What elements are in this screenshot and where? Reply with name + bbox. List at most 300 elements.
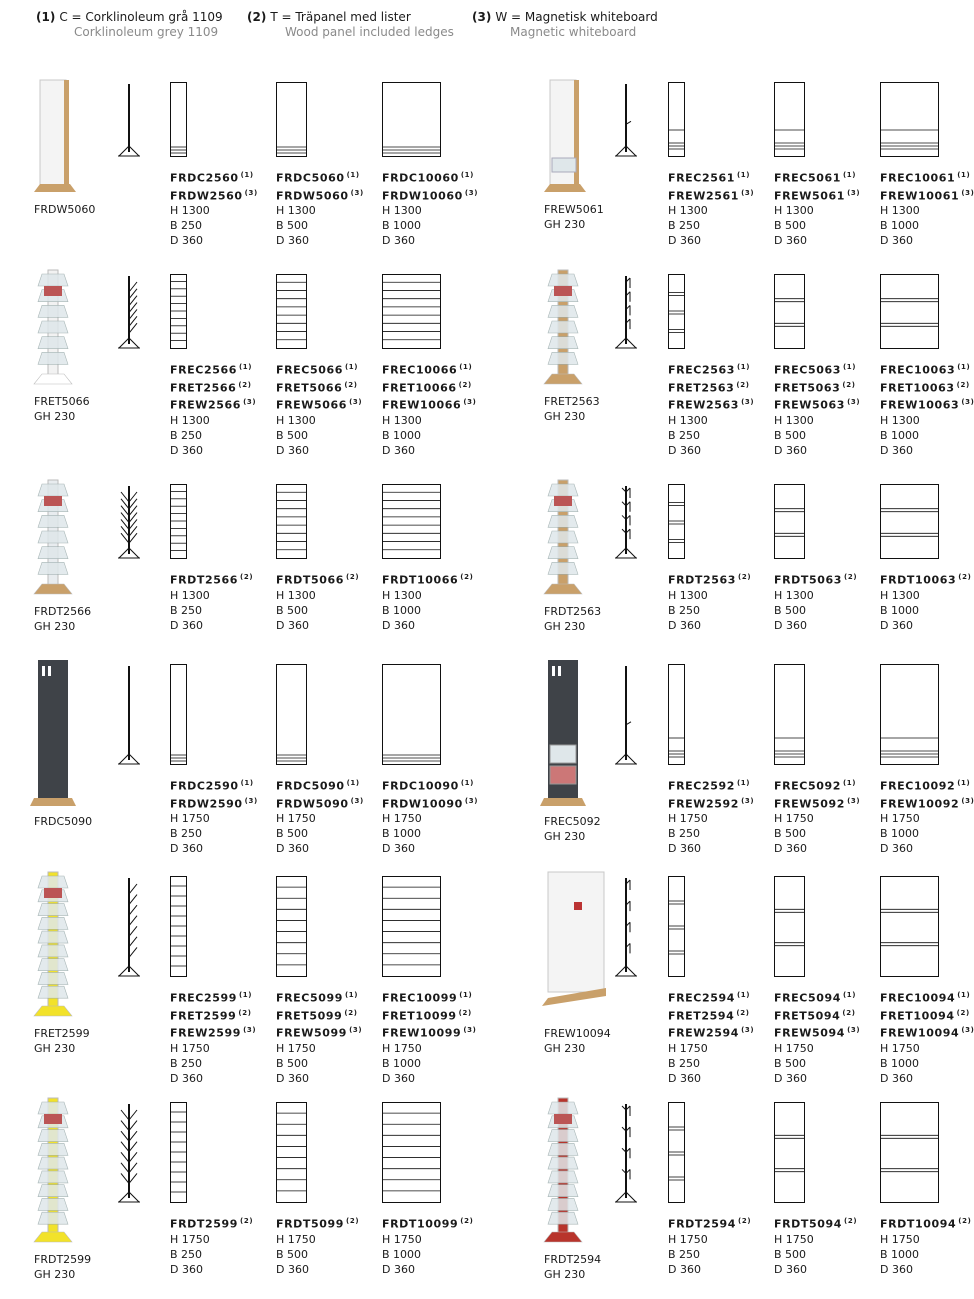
product-photo bbox=[30, 1094, 78, 1244]
article-code-text: FREC10066 bbox=[382, 363, 458, 377]
legend-sv bbox=[472, 10, 658, 24]
product-label bbox=[34, 394, 90, 424]
spec-block bbox=[382, 570, 473, 633]
article-code bbox=[774, 988, 860, 1006]
article-code bbox=[668, 988, 754, 1006]
dimension: H 1300 bbox=[880, 588, 920, 602]
article-code bbox=[668, 794, 754, 812]
article-code-text: FRDT5066 bbox=[276, 573, 345, 587]
article-code bbox=[880, 1023, 974, 1041]
dimension: D 360 bbox=[880, 443, 913, 457]
dimension: B 250 bbox=[668, 219, 701, 233]
product-photo-image bbox=[30, 1094, 78, 1244]
spec-block bbox=[668, 776, 754, 856]
front-elevation-svg bbox=[774, 876, 806, 978]
spec-block bbox=[668, 1214, 751, 1277]
dimension: D 360 bbox=[668, 842, 701, 856]
article-code-text: FRDT10099 bbox=[382, 1217, 459, 1231]
spec-block bbox=[276, 1214, 359, 1277]
spec-block bbox=[170, 168, 258, 248]
product-photo bbox=[540, 1094, 588, 1244]
dimension: D 360 bbox=[880, 1071, 913, 1085]
dimension: B 1000 bbox=[382, 219, 422, 233]
material-footnote: (1) bbox=[240, 779, 254, 787]
front-elevation-svg bbox=[774, 664, 806, 766]
material-footnote: (2) bbox=[736, 1008, 750, 1017]
material-footnote: (3) bbox=[847, 398, 861, 407]
spec-block bbox=[382, 360, 476, 458]
front-elevation-drawing bbox=[774, 1102, 806, 1204]
article-code-text: FREC5066 bbox=[276, 363, 343, 377]
article-code bbox=[382, 1214, 473, 1232]
article-code bbox=[668, 186, 754, 204]
dimension: B 500 bbox=[276, 1247, 309, 1261]
dimension: B 500 bbox=[276, 827, 309, 841]
product-label-line: GH 230 bbox=[544, 1268, 586, 1281]
front-elevation-svg bbox=[382, 664, 442, 766]
article-code bbox=[880, 360, 974, 378]
front-elevation-svg bbox=[668, 484, 686, 560]
product-photo-image bbox=[30, 476, 78, 596]
material-footnote: (2) bbox=[738, 1217, 752, 1225]
spec-block bbox=[382, 1214, 473, 1277]
article-code bbox=[774, 378, 860, 396]
article-code-text: FREC2592 bbox=[668, 779, 735, 793]
article-code bbox=[382, 360, 476, 378]
dimension: D 360 bbox=[774, 842, 807, 856]
front-elevation-drawing bbox=[880, 82, 940, 158]
spec-block bbox=[774, 168, 860, 248]
dimension: H 1300 bbox=[880, 204, 920, 218]
material-footnote: (3) bbox=[244, 796, 258, 805]
dimension: H 1750 bbox=[774, 1041, 814, 1055]
article-code-text: FRDT10094 bbox=[880, 1217, 957, 1231]
material-footnote: (2) bbox=[346, 1217, 360, 1225]
article-code-text: FRET2566 bbox=[170, 381, 237, 395]
material-footnote: (3) bbox=[741, 1026, 755, 1035]
front-elevation-svg bbox=[880, 876, 940, 978]
product-label bbox=[34, 202, 95, 217]
spec-block bbox=[276, 168, 364, 248]
dimension: D 360 bbox=[170, 234, 203, 248]
article-code-text: FREC10094 bbox=[880, 991, 956, 1005]
side-profile-svg bbox=[612, 1100, 642, 1206]
article-code bbox=[774, 395, 860, 413]
dimension: H 1750 bbox=[382, 812, 422, 826]
front-elevation-drawing bbox=[382, 664, 442, 766]
dimension: H 1300 bbox=[668, 413, 708, 427]
material-footnote: (3) bbox=[463, 398, 477, 407]
dimension: D 360 bbox=[382, 618, 415, 632]
article-code-text: FRET5066 bbox=[276, 381, 343, 395]
dimension: H 1750 bbox=[382, 1041, 422, 1055]
product-label bbox=[34, 1026, 90, 1056]
product-label-line: FRDT2563 bbox=[544, 605, 602, 618]
dimension: H 1750 bbox=[668, 1041, 708, 1055]
material-footnote: (3) bbox=[961, 188, 974, 197]
article-code-text: FREW2599 bbox=[170, 1026, 242, 1040]
article-code-text: FRET2599 bbox=[170, 1009, 237, 1023]
dimension: H 1750 bbox=[276, 1041, 316, 1055]
front-elevation-svg bbox=[170, 82, 188, 158]
front-elevation-svg bbox=[382, 876, 442, 978]
product-label-line: FRDT2566 bbox=[34, 605, 92, 618]
article-code-text: FRDT10063 bbox=[880, 573, 957, 587]
article-code bbox=[382, 794, 478, 812]
front-elevation-svg bbox=[170, 664, 188, 766]
front-elevation-svg bbox=[668, 664, 686, 766]
dimension: D 360 bbox=[774, 443, 807, 457]
article-code-text: FREC10092 bbox=[880, 779, 956, 793]
product-label-line: FREC5092 bbox=[544, 815, 601, 828]
product-photo-image bbox=[540, 656, 588, 806]
dimension: D 360 bbox=[668, 618, 701, 632]
article-code bbox=[774, 186, 860, 204]
article-code bbox=[382, 1006, 476, 1024]
front-elevation-drawing bbox=[668, 274, 686, 350]
dimension: H 1750 bbox=[668, 1232, 708, 1246]
dimension: H 1300 bbox=[276, 588, 316, 602]
dimension: B 1000 bbox=[382, 1247, 422, 1261]
spec-block bbox=[774, 988, 860, 1086]
front-elevation-drawing bbox=[774, 876, 806, 978]
article-code-text: FREW5063 bbox=[774, 398, 846, 412]
product-label-line: FRDT2599 bbox=[34, 1253, 92, 1266]
front-elevation-svg bbox=[170, 1102, 188, 1204]
product-photo bbox=[30, 74, 78, 194]
product-label bbox=[34, 604, 91, 634]
product-label-line: GH 230 bbox=[34, 410, 76, 423]
dimension: H 1300 bbox=[774, 413, 814, 427]
front-elevation-drawing bbox=[170, 274, 188, 350]
article-code bbox=[668, 1023, 754, 1041]
side-profile-svg bbox=[115, 80, 145, 160]
material-footnote: (1) bbox=[957, 171, 971, 179]
article-code-text: FRDW5060 bbox=[276, 189, 349, 203]
front-elevation-svg bbox=[668, 82, 686, 158]
article-code bbox=[668, 776, 754, 794]
material-footnote: (2) bbox=[458, 380, 472, 389]
article-code bbox=[382, 776, 478, 794]
article-code-text: FREC2599 bbox=[170, 991, 237, 1005]
dimension: H 1750 bbox=[276, 1232, 316, 1246]
dimension: B 1000 bbox=[880, 1247, 920, 1261]
product-photo bbox=[540, 74, 588, 194]
product-photo bbox=[30, 656, 78, 806]
front-elevation-drawing bbox=[668, 664, 686, 766]
product-photo-image bbox=[30, 868, 78, 1018]
front-elevation-drawing bbox=[276, 664, 308, 766]
article-code bbox=[276, 360, 362, 378]
article-code-text: FRDT2594 bbox=[668, 1217, 737, 1231]
product-photo-image bbox=[540, 476, 588, 596]
front-elevation-svg bbox=[880, 82, 940, 158]
article-code bbox=[880, 168, 974, 186]
product-photo bbox=[540, 266, 588, 386]
legend-sv-text: C = Corklinoleum grå 1109 bbox=[59, 10, 223, 24]
material-footnote: (1) bbox=[460, 171, 474, 179]
front-elevation-drawing bbox=[668, 82, 686, 158]
front-elevation-svg bbox=[170, 876, 188, 978]
legend-sv bbox=[36, 10, 223, 24]
front-elevation-svg bbox=[276, 1102, 308, 1204]
article-code bbox=[880, 186, 974, 204]
dimension: B 250 bbox=[170, 827, 203, 841]
material-footnote: (2) bbox=[458, 1008, 472, 1017]
material-footnote: (2) bbox=[958, 573, 972, 581]
material-footnote: (3) bbox=[464, 796, 478, 805]
article-code bbox=[170, 1006, 256, 1024]
material-footnote: (3) bbox=[350, 796, 364, 805]
dimension: B 1000 bbox=[382, 603, 422, 617]
article-code bbox=[668, 378, 754, 396]
article-code-text: FRET10063 bbox=[880, 381, 955, 395]
front-elevation-drawing bbox=[774, 82, 806, 158]
side-profile-drawing bbox=[612, 874, 642, 980]
dimension: B 500 bbox=[276, 603, 309, 617]
material-footnote: (1) bbox=[957, 363, 971, 371]
dimension: D 360 bbox=[382, 443, 415, 457]
side-profile-svg bbox=[612, 662, 642, 768]
article-code bbox=[382, 395, 476, 413]
front-elevation-svg bbox=[276, 876, 308, 978]
article-code-text: FRET10094 bbox=[880, 1009, 955, 1023]
front-elevation-svg bbox=[774, 82, 806, 158]
dimension: D 360 bbox=[774, 1071, 807, 1085]
dimension: D 360 bbox=[880, 842, 913, 856]
side-profile-svg bbox=[115, 874, 145, 980]
product-label bbox=[544, 814, 601, 844]
article-code-text: FREC2594 bbox=[668, 991, 735, 1005]
article-code-text: FREW5061 bbox=[774, 189, 846, 203]
legend-en: Wood panel included ledges bbox=[285, 25, 454, 39]
material-footnote: (1) bbox=[843, 363, 857, 371]
spec-block bbox=[880, 988, 974, 1086]
spec-block bbox=[668, 570, 751, 633]
dimension: B 500 bbox=[276, 219, 309, 233]
material-footnote: (1) bbox=[843, 991, 857, 999]
article-code-text: FREC2563 bbox=[668, 363, 735, 377]
front-elevation-svg bbox=[880, 664, 940, 766]
article-code-text: FRDT5094 bbox=[774, 1217, 843, 1231]
dimension: B 250 bbox=[170, 1056, 203, 1070]
spec-block bbox=[880, 570, 971, 633]
article-code bbox=[170, 794, 258, 812]
dimension: B 250 bbox=[668, 428, 701, 442]
spec-block bbox=[276, 360, 362, 458]
dimension: H 1750 bbox=[880, 812, 920, 826]
article-code bbox=[170, 1023, 256, 1041]
material-footnote: (1) bbox=[459, 991, 473, 999]
article-code-text: FREC2566 bbox=[170, 363, 237, 377]
material-footnote: (3) bbox=[349, 1026, 363, 1035]
dimension: B 250 bbox=[170, 603, 203, 617]
article-code bbox=[880, 1214, 971, 1232]
article-code bbox=[170, 776, 258, 794]
front-elevation-svg bbox=[668, 1102, 686, 1204]
product-photo-image bbox=[540, 74, 588, 194]
material-footnote: (3) bbox=[349, 398, 363, 407]
side-profile-drawing bbox=[115, 874, 145, 980]
front-elevation-drawing bbox=[774, 484, 806, 560]
article-code bbox=[668, 360, 754, 378]
dimension: H 1300 bbox=[382, 413, 422, 427]
product-label bbox=[34, 1252, 91, 1282]
article-code bbox=[170, 1214, 253, 1232]
article-code-text: FRDT5063 bbox=[774, 573, 843, 587]
dimension: D 360 bbox=[774, 618, 807, 632]
article-code-text: FRET5099 bbox=[276, 1009, 343, 1023]
dimension: D 360 bbox=[276, 842, 309, 856]
material-footnote: (1) bbox=[240, 171, 254, 179]
side-profile-drawing bbox=[115, 272, 145, 352]
spec-block bbox=[668, 988, 754, 1086]
dimension: H 1300 bbox=[880, 413, 920, 427]
article-code-text: FRDT2563 bbox=[668, 573, 737, 587]
product-label-line: FREW10094 bbox=[544, 1027, 611, 1040]
article-code-text: FREW5099 bbox=[276, 1026, 348, 1040]
product-label-line: GH 230 bbox=[544, 410, 586, 423]
side-profile-svg bbox=[612, 874, 642, 980]
side-profile-drawing bbox=[115, 80, 145, 160]
product-photo-image bbox=[540, 1094, 588, 1244]
dimension: D 360 bbox=[170, 618, 203, 632]
material-footnote: (2) bbox=[240, 1217, 254, 1225]
front-elevation-svg bbox=[276, 82, 308, 158]
material-footnote: (1) bbox=[346, 779, 360, 787]
dimension: D 360 bbox=[382, 234, 415, 248]
side-profile-svg bbox=[612, 272, 642, 352]
dimension: B 500 bbox=[774, 827, 807, 841]
side-profile-drawing bbox=[115, 482, 145, 562]
article-code bbox=[276, 168, 364, 186]
front-elevation-svg bbox=[382, 484, 442, 560]
dimension: D 360 bbox=[276, 234, 309, 248]
dimension: H 1300 bbox=[774, 588, 814, 602]
product-label-line: FRDT2594 bbox=[544, 1253, 602, 1266]
dimension: H 1750 bbox=[170, 812, 210, 826]
dimension: D 360 bbox=[170, 1262, 203, 1276]
product-label-line: GH 230 bbox=[544, 1042, 586, 1055]
spec-block bbox=[668, 168, 754, 248]
spec-block bbox=[170, 776, 258, 856]
front-elevation-drawing bbox=[880, 274, 940, 350]
dimension: B 250 bbox=[170, 428, 203, 442]
material-footnote: (1) bbox=[843, 779, 857, 787]
side-profile-drawing bbox=[612, 1100, 642, 1206]
material-footnote: (3) bbox=[847, 796, 861, 805]
front-elevation-svg bbox=[170, 484, 188, 560]
legend-item bbox=[247, 10, 454, 40]
material-footnote: (1) bbox=[957, 779, 971, 787]
article-code-text: FRDC5090 bbox=[276, 779, 345, 793]
article-code-text: FREW2592 bbox=[668, 797, 740, 811]
article-code-text: FRDT2566 bbox=[170, 573, 239, 587]
material-footnote: (2) bbox=[956, 380, 970, 389]
material-footnote: (1) bbox=[460, 779, 474, 787]
legend-item bbox=[472, 10, 658, 40]
product-label-line: FRET2563 bbox=[544, 395, 600, 408]
dimension: H 1750 bbox=[170, 1041, 210, 1055]
spec-block bbox=[170, 570, 253, 633]
spec-block bbox=[170, 360, 256, 458]
material-footnote: (2) bbox=[344, 1008, 358, 1017]
product-label-line: FRET5066 bbox=[34, 395, 90, 408]
product-label bbox=[544, 394, 600, 424]
dimension: D 360 bbox=[668, 443, 701, 457]
front-elevation-drawing bbox=[170, 876, 188, 978]
dimension: B 1000 bbox=[382, 428, 422, 442]
article-code bbox=[276, 1214, 359, 1232]
dimension: D 360 bbox=[668, 1071, 701, 1085]
front-elevation-svg bbox=[880, 274, 940, 350]
material-footnote: (3) bbox=[961, 398, 974, 407]
front-elevation-drawing bbox=[276, 82, 308, 158]
front-elevation-svg bbox=[880, 484, 940, 560]
dimension: B 250 bbox=[170, 1247, 203, 1261]
material-footnote: (3) bbox=[741, 796, 755, 805]
dimension: B 1000 bbox=[880, 1056, 920, 1070]
article-code bbox=[668, 1006, 754, 1024]
front-elevation-svg bbox=[276, 274, 308, 350]
article-code bbox=[382, 1023, 476, 1041]
material-footnote: (1) bbox=[239, 991, 253, 999]
dimension: B 500 bbox=[276, 428, 309, 442]
material-footnote: (2) bbox=[844, 573, 858, 581]
article-code-text: FREW10066 bbox=[382, 398, 462, 412]
front-elevation-svg bbox=[382, 82, 442, 158]
dimension: H 1300 bbox=[170, 588, 210, 602]
spec-block bbox=[880, 168, 974, 248]
product-photo bbox=[540, 656, 588, 806]
article-code bbox=[774, 776, 860, 794]
dimension: D 360 bbox=[170, 1071, 203, 1085]
product-photo bbox=[30, 266, 78, 386]
dimension: D 360 bbox=[382, 1071, 415, 1085]
dimension: B 1000 bbox=[382, 827, 422, 841]
front-elevation-svg bbox=[668, 876, 686, 978]
article-code bbox=[170, 570, 253, 588]
article-code bbox=[774, 1214, 857, 1232]
material-footnote: (1) bbox=[345, 991, 359, 999]
dimension: B 500 bbox=[774, 603, 807, 617]
front-elevation-drawing bbox=[170, 82, 188, 158]
dimension: B 250 bbox=[668, 1247, 701, 1261]
article-code-text: FRDW2590 bbox=[170, 797, 243, 811]
material-footnote: (3) bbox=[741, 398, 755, 407]
spec-block bbox=[880, 360, 974, 458]
article-code bbox=[880, 378, 974, 396]
dimension: H 1300 bbox=[276, 413, 316, 427]
dimension: D 360 bbox=[276, 1262, 309, 1276]
front-elevation-drawing bbox=[276, 484, 308, 560]
side-profile-svg bbox=[612, 482, 642, 562]
spec-block bbox=[774, 776, 860, 856]
article-code bbox=[276, 988, 362, 1006]
material-footnote: (1) bbox=[345, 363, 359, 371]
product-photo-image bbox=[540, 868, 612, 1018]
article-code-text: FRET10066 bbox=[382, 381, 457, 395]
material-footnote: (1) bbox=[957, 991, 971, 999]
dimension: B 250 bbox=[668, 603, 701, 617]
side-profile-svg bbox=[115, 662, 145, 768]
article-code bbox=[276, 186, 364, 204]
article-code-text: FRET10099 bbox=[382, 1009, 457, 1023]
article-code-text: FREW5094 bbox=[774, 1026, 846, 1040]
article-code bbox=[382, 988, 476, 1006]
article-code-text: FRET5063 bbox=[774, 381, 841, 395]
spec-block bbox=[668, 360, 754, 458]
